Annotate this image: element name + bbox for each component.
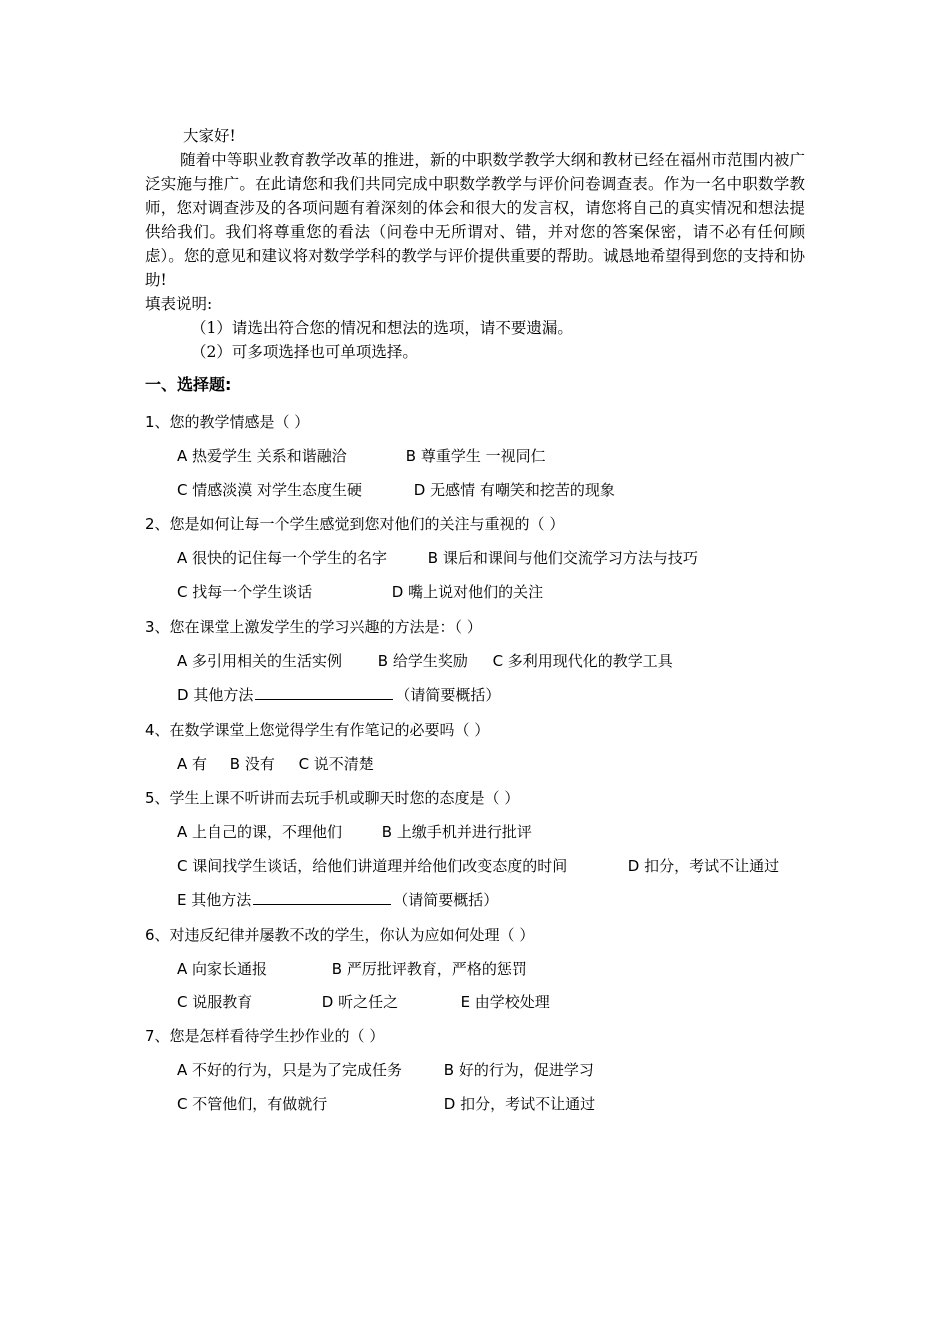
option-6e[interactable]: E 由学校处理 <box>460 993 550 1011</box>
question-3-options-row-1 <box>177 650 857 671</box>
question-5: 5、学生上课不听讲而去玩手机或聊天时您的态度是（ ） <box>145 789 520 807</box>
fill-instructions-title: 填表说明: <box>145 295 213 313</box>
intro-paragraph: 随着中等职业教育教学改革的推进，新的中职数学教学大纲和教材已经在福州市范围内被广泛实施与推广。在此请您和我们共同完成中职数学教学与评价问卷调查表。作为一名中职数学教师，您对调查涉及的各项问题有着深刻的体会和很大的发言权，请您将自己的真实情况和想法提供给我们。我们将尊重您的看法（问卷中无所谓对、错，并对您的答案保密，请不必有任何顾虑）。您的意见和建议将对数学学科的教学与评价提供重要的帮助。诚恳地希望得到您的支持和协助! <box>145 151 805 289</box>
greeting: 大家好! <box>183 127 236 145</box>
option-2b[interactable]: B 课后和课间与他们交流学习方法与技巧 <box>427 549 698 567</box>
option-6d[interactable]: D 听之任之 <box>321 993 399 1011</box>
option-7c[interactable]: C 不管他们，有做就行 <box>177 1095 328 1113</box>
option-4b[interactable]: B 没有 <box>229 755 275 773</box>
question-7: 7、您是怎样看待学生抄作业的（ ） <box>145 1027 385 1045</box>
section-title: 一、选择题: <box>145 375 232 394</box>
question-5-options-row-2 <box>177 855 857 876</box>
option-5c[interactable]: C 课间找学生谈话，给他们讲道理并给他们改变态度的时间 <box>177 857 568 875</box>
option-5b[interactable]: B 上缴手机并进行批评 <box>381 823 532 841</box>
question-3: 3、您在课堂上激发学生的学习兴趣的方法是：（ ） <box>145 618 482 636</box>
option-3d[interactable]: D 其他方法 <box>177 686 254 704</box>
option-6b[interactable]: B 严厉批评教育，严格的惩罚 <box>331 960 527 978</box>
option-7a[interactable]: A 不好的行为，只是为了完成任务 <box>177 1061 403 1079</box>
option-2c[interactable]: C 找每一个学生谈话 <box>177 583 313 601</box>
question-6-options-row-1 <box>177 958 857 979</box>
option-3b[interactable]: B 给学生奖励 <box>377 652 468 670</box>
instruction-note-1: （1）请选出符合您的情况和想法的选项，请不要遗漏。 <box>191 319 573 337</box>
option-5e[interactable]: E 其他方法 <box>177 891 252 909</box>
answer-blank-3[interactable] <box>255 685 393 700</box>
question-1: 1、您的教学情感是（ ） <box>145 413 310 431</box>
question-4: 4、在数学课堂上您觉得学生有作笔记的必要吗（ ） <box>145 721 490 739</box>
option-5d[interactable]: D 扣分，考试不让通过 <box>627 857 780 875</box>
option-7b[interactable]: B 好的行为，促进学习 <box>443 1061 594 1079</box>
option-7d[interactable]: D 扣分，考试不让通过 <box>443 1095 596 1113</box>
question-1-options-row-1 <box>177 445 857 466</box>
option-6a[interactable]: A 向家长通报 <box>177 960 268 978</box>
intro-block <box>145 124 805 364</box>
option-2d[interactable]: D 嘴上说对他们的关注 <box>391 583 544 601</box>
question-5-options-row-3 <box>177 889 857 910</box>
question-1-options-row-2 <box>177 479 857 500</box>
question-2-options-row-2 <box>177 581 857 602</box>
question-2-options-row-1 <box>177 547 857 568</box>
blank-hint-3: （请简要概括） <box>395 686 501 704</box>
option-1a[interactable]: A 热爱学生 关系和谐融洽 <box>177 447 347 465</box>
option-5a[interactable]: A 上自己的课，不理他们 <box>177 823 343 841</box>
instruction-note-2: （2）可多项选择也可单项选择。 <box>191 343 418 361</box>
question-2: 2、您是如何让每一个学生感觉到您对他们的关注与重视的（ ） <box>145 515 565 533</box>
question-4-options-row-1 <box>177 753 857 774</box>
option-3a[interactable]: A 多引用相关的生活实例 <box>177 652 343 670</box>
option-1b[interactable]: B 尊重学生 一视同仁 <box>405 447 546 465</box>
question-5-options-row-1 <box>177 821 857 842</box>
option-3c[interactable]: C 多利用现代化的教学工具 <box>492 652 673 670</box>
option-6c[interactable]: C 说服教育 <box>177 993 253 1011</box>
blank-hint-5: （请简要概括） <box>393 891 499 909</box>
question-6-options-row-2 <box>177 991 857 1012</box>
option-4a[interactable]: A 有 <box>177 755 208 773</box>
option-1c[interactable]: C 情感淡漠 对学生态度生硬 <box>177 481 363 499</box>
question-3-options-row-2 <box>177 684 857 705</box>
question-7-options-row-1 <box>177 1059 857 1080</box>
option-2a[interactable]: A 很快的记住每一个学生的名字 <box>177 549 388 567</box>
question-7-options-row-2 <box>177 1093 857 1114</box>
option-1d[interactable]: D 无感情 有嘲笑和挖苦的现象 <box>413 481 615 499</box>
answer-blank-5[interactable] <box>253 890 391 905</box>
option-4c[interactable]: C 说不清楚 <box>298 755 374 773</box>
question-6: 6、对违反纪律并屡教不改的学生，你认为应如何处理（ ） <box>145 926 535 944</box>
